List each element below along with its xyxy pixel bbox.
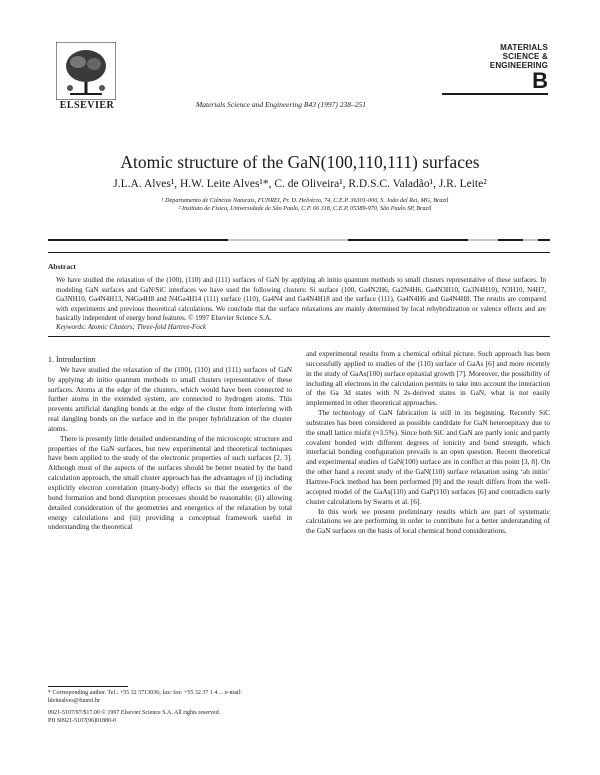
journal-citation: Materials Science and Engineering B43 (1997) 238–251 (196, 100, 366, 109)
copyright-line: 0921-5107/97/$17.00 © 1997 Elsevier Science S.A. All rights reserved. PII S0921-5107(96)01880-0 (48, 710, 221, 724)
divider-bottom (48, 336, 550, 337)
journal-logo-line-2: SCIENCE & (502, 52, 548, 61)
abstract-text: We have studied the relaxation of the (100), (110) and (111) surfaces of GaN by applying ab initio quantum methods to small clusters representative of these surfaces. In modeling GaN surfaces and GaN/SiC interfaces we have used the following clusters: Si surface (100, Ga4N2H6, Ga2N4H6, Ga4N3H10, Ga3N4H10), N3H10, N4H7, Ga3NH10, Ga4N4H13, N4Ga4H8 and N4Ga4H14 (111) surface (110), Ga4N4 and Ga4N4H18 and the surface (111), Ga4N4H6 and Ga4N4H8. The results are compared with experiments and previous theoretical calculations. We conclude that the surface relaxations are mainly determined by local rehybridization or valence effects and are basically independent of energy bond features. © 1997 Elsevier Science S.A. (56, 276, 546, 323)
affiliation-2: ² Instituto de Física, Universidade de São Paulo, C.P. 66 318, C.E.P. 05389-970, São Paulo SP, Brazil (178, 205, 432, 212)
journal-logo-line-3: ENGINEERING (489, 61, 548, 70)
paragraph: In this work we present preliminary results which are part of systematic calculations we are performing in order to contribute for a better understanding of the GaN surfaces on the basis of local chemical bond considerations. (306, 506, 550, 536)
paragraph: We have studied the relaxation of the (100), (110) and (111) surfaces of GaN by applying ab initio quantum methods to small clusters representative of these surfaces. Atoms at the edge of the clusters, which would have been connected to further atoms in the extended system, are connected to hydrogen atoms. This prevents artificial dangling bonds at the edge of the cluster from interfering with real dangling bonds on the surface and in the proper hybridization of the cluster atoms. (48, 364, 292, 433)
header-timeline-decoration (48, 232, 550, 248)
elsevier-tree-logo (56, 42, 116, 100)
journal-logo-bar (442, 93, 548, 95)
article-title: Atomic structure of the GaN(100,110,111) surfaces (120, 152, 480, 172)
author-list: J.L.A. Alves¹, H.W. Leite Alves¹*, C. de Oliveira¹, R.D.S.C. Valadão¹, J.R. Leite² (113, 178, 487, 190)
journal-logo (442, 43, 548, 105)
divider-top (48, 252, 550, 253)
paragraph: There is presently little detailed understanding of the microscopic structure and properties of the GaN surfaces, but new experimental and theoretical techniques have been applied to the study of the electronic properties of such surfaces [2, 3]. Although most of the aspects of the surfaces should be better treated by the band calculation approach, the small cluster approach has the advantages of (i) including explicitly electron correlation (many-body) effects so that the energetics of the bond formation and bond disruption processes should be reasonable; (ii) allowing detailed consideration of the geometries and energetics of the relaxation by total energy calculations and (iii) providing a conceptual framework useful in understanding the theoretical (48, 433, 292, 532)
publisher-name: ELSEVIER (59, 100, 115, 111)
keywords: Keywords: Atomic Clusters; Three-fold Hartree-Fock (56, 323, 206, 331)
affiliation-1: ¹ Departamento de Ciências Naturais, FUNREI, Pr. D. Helvécio, 74, C.E.P. 36301-000, S. João del Rei, MG, Brazil (161, 197, 449, 204)
footnote: * Corresponding author. Tel.: +55 32 3713036; fax: fax: +55 32 37 1 4 ... e-mail: hleitealves@funrei.br (48, 690, 242, 704)
body-column-right (306, 349, 550, 536)
section-heading: 1. Introduction (48, 355, 96, 364)
paragraph: and experimental results from a chemical orbital picture. Such approach has been successfully applied to studies of the (110) surface of GaAs [6] and more recently in the study of GaAs(100) surface epitaxial growth [7]. Moreover, the possibility of including all electrons in the calculation permits to take into account the interaction of the Ga 3d states with N 2s-derived states in GaN, what is not easily implemented in other theoretical approaches. (306, 349, 550, 408)
journal-section-letter: B (532, 68, 548, 93)
body-column-left (48, 355, 292, 532)
journal-logo-line-1: MATERIALS (500, 43, 548, 52)
footnote-rule (48, 686, 128, 687)
abstract-heading: Abstract (48, 262, 76, 271)
paragraph: The technology of GaN fabrication is still in its beginning. Recently SiC substrates has been considered as possible candidate for GaN heteroepitaxy due to the small lattice misfit (≈3.5%). Since both SiC and GaN are partly ionic and partly covalent bonded with different degrees of ionicity and bond strength, which interfacial bonding configuration prevails is an open question. Recent theoretical and experimental studies of GaN(100) surface are in conflict at this point [3, 8]. On the other hand a recent study of the GaN(110) surface relaxation using ‘ab initio’ Hartree-Fock method has been performed [9] and the result differs from the well-accepted model of the GaAs(110) and GaP(110) surfaces [6] and contradicts early cluster calculations by Swarts et al. [6]. (306, 408, 550, 506)
